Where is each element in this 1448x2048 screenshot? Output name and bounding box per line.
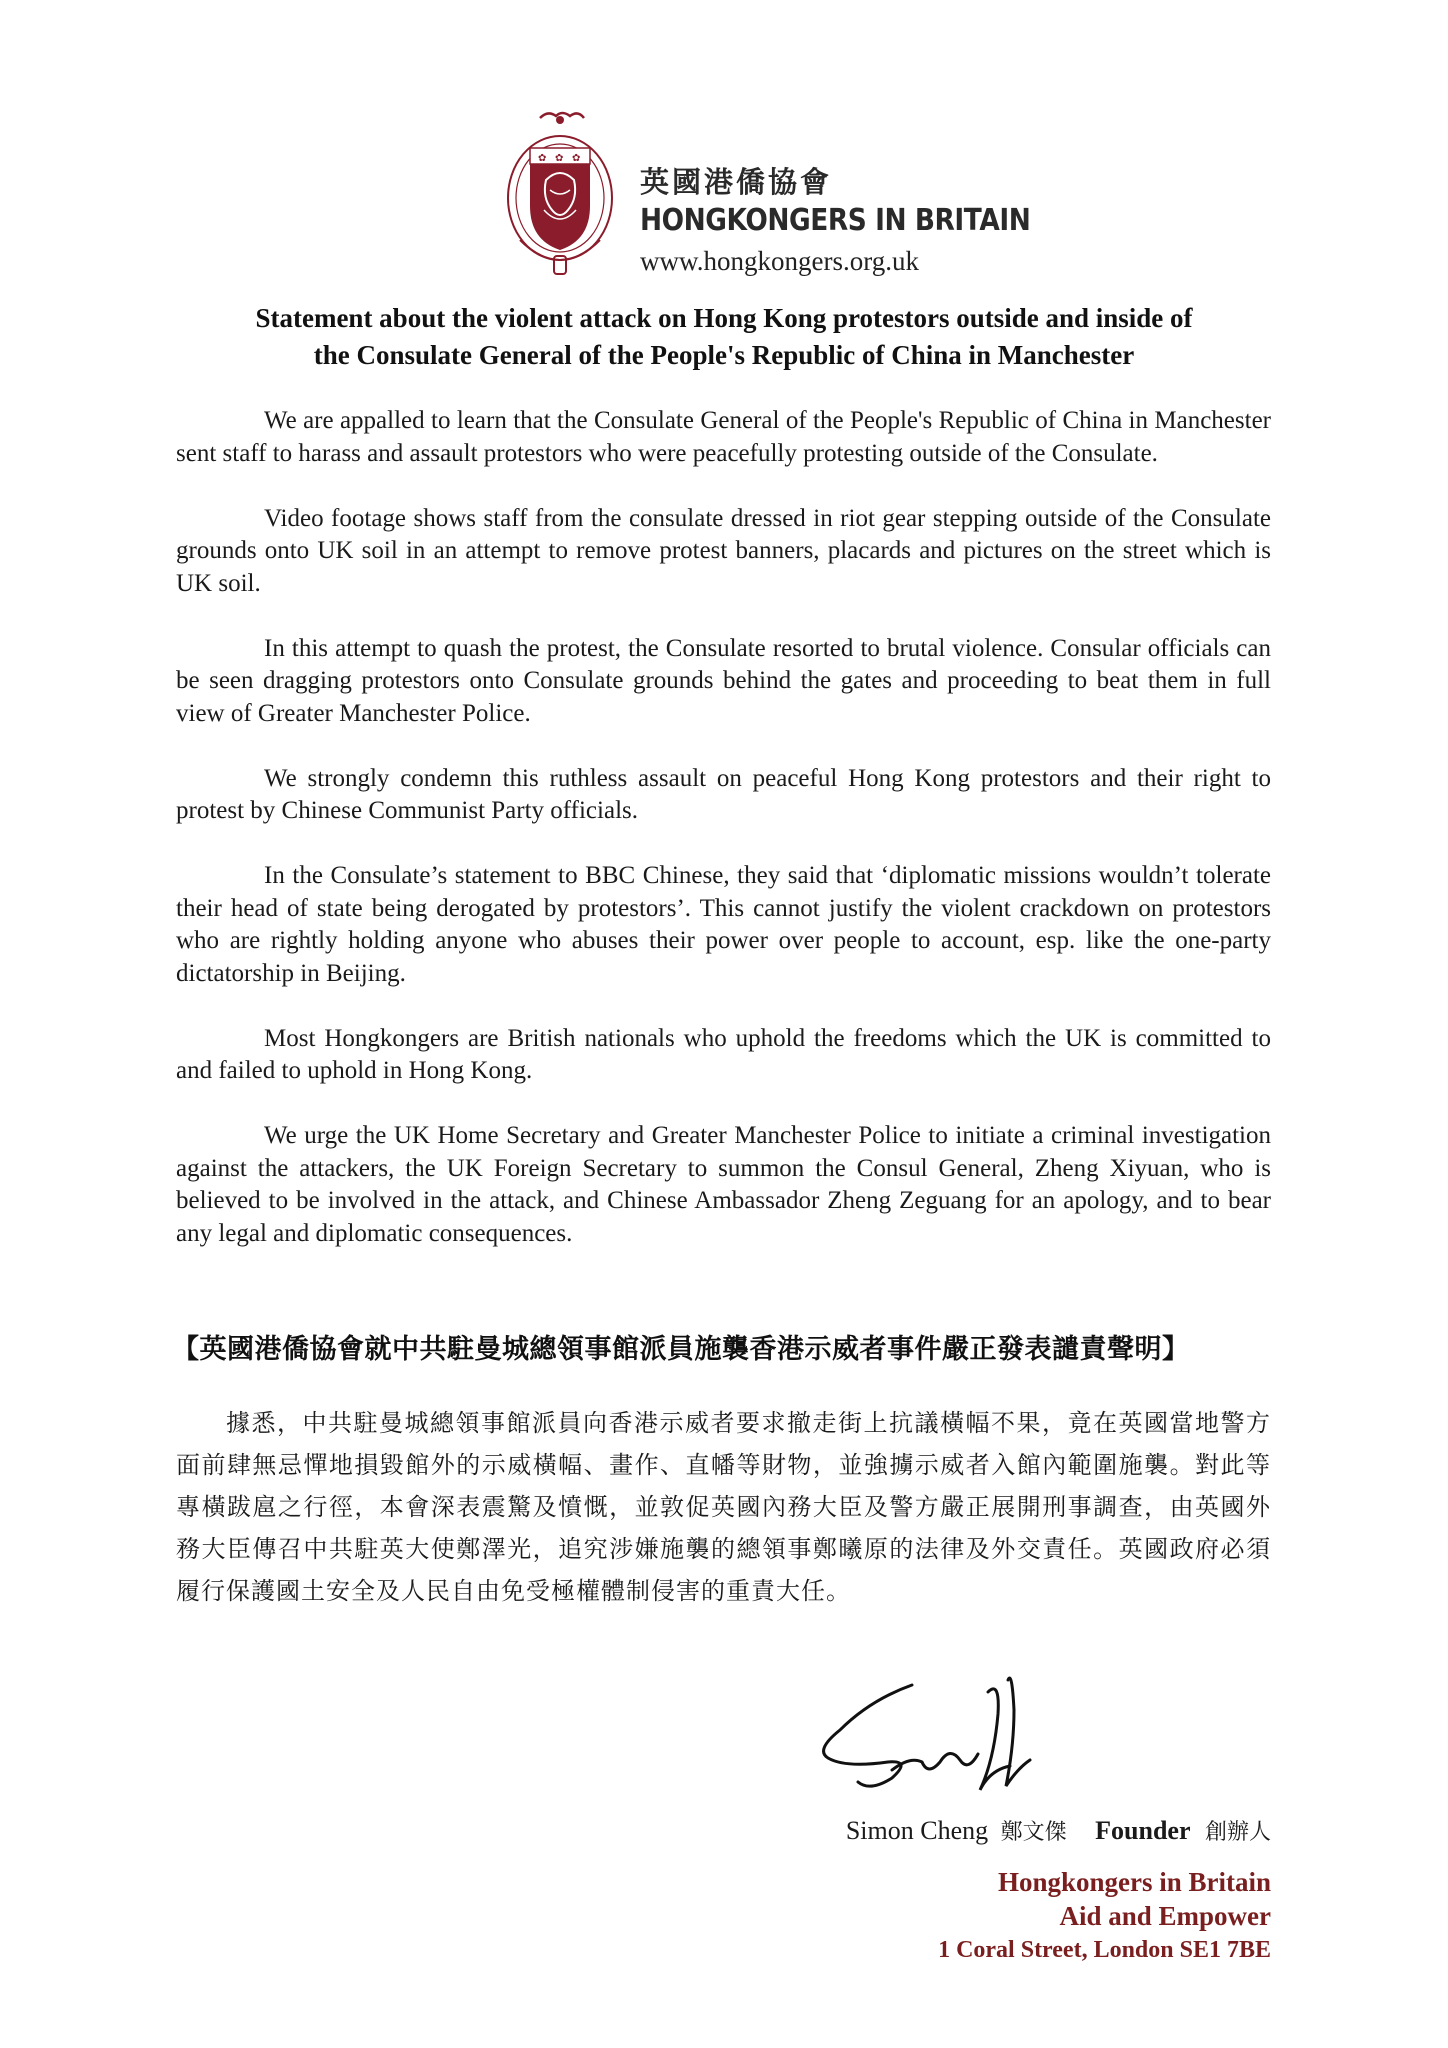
title-line-2: the Consulate General of the People's Republic of China in Manchester (313, 340, 1135, 370)
paragraph-5: In the Consulate’s statement to BBC Chinese, they said that ‘diplomatic missions wouldn’t tolerate their head of state being derogated by protestors’. This cannot justify the violent crackdown on protestors who are rightly holding anyone who abuses their power over people to account, esp. like the one-party dictatorship in Beijing. (176, 862, 1271, 987)
signer-name-chinese: 鄭文傑 (1000, 1820, 1067, 1845)
signer-role-english: Founder (1095, 1816, 1191, 1845)
signer-role-chinese: 創辦人 (1204, 1820, 1271, 1845)
paragraph-6: Most Hongkongers are British nationals who uphold the freedoms which the UK is committed to and failed to uphold in Hong Kong. (176, 1024, 1271, 1084)
svg-text:✿: ✿ (555, 153, 564, 164)
chinese-title: 【英國港僑協會就中共駐曼城總領事館派員施襲香港示威者事件嚴正發表譴責聲明】 (172, 1334, 1190, 1365)
paragraph-7: We urge the UK Home Secretary and Greater Manchester Police to initiate a criminal investigation against the attackers, the UK Foreign Secretary to summon the Consul General, Zheng Xiyuan, who is believed to be involved in the attack, and Chinese Ambassador Zheng Zeguang for an apology, and to bear any legal and diplomatic consequences. (176, 1122, 1271, 1247)
paragraph-1: We are appalled to learn that the Consulate General of the People's Republic of China in Manchester sent staff to harass and assault protestors who were peacefully protesting outside of the Consulate. (176, 407, 1271, 467)
signer-name-english: Simon Cheng (845, 1816, 989, 1845)
signer-line (846, 1815, 1271, 1846)
svg-text:✿: ✿ (572, 153, 581, 164)
paragraph-2: Video footage shows staff from the consulate dressed in riot gear stepping outside of the Consulate grounds onto UK soil in an attempt to remove protest banners, placards and pictures on the street which is UK soil. (176, 504, 1271, 597)
website-link[interactable]: www.hongkongers.org.uk (640, 246, 919, 276)
svg-text:✿: ✿ (538, 153, 547, 164)
statement-title (150, 300, 1298, 374)
signature-icon (800, 1650, 1130, 1800)
paragraph-4: We strongly condemn this ruthless assault on peaceful Hong Kong protestors and their right to protest by Chinese Communist Party officials. (176, 764, 1271, 824)
address-org: Hongkongers in Britain (997, 1867, 1271, 1897)
title-line-1: Statement about the violent attack on Hong Kong protestors outside and inside of (255, 303, 1193, 333)
english-body (176, 405, 1271, 1283)
paragraph-3: In this attempt to quash the protest, the Consulate resorted to brutal violence. Consular officials can be seen dragging protestors onto Consulate grounds behind the gates and proceeding to beat them in full view of Greater Manchester Police. (176, 634, 1271, 727)
org-name-english: HONGKONGERS IN BRITAIN (640, 203, 1031, 238)
address-block (938, 1865, 1271, 1967)
letterhead (500, 110, 1031, 280)
address-tagline: Aid and Empower (1059, 1901, 1271, 1931)
chinese-body: 據悉，中共駐曼城總領事館派員向香港示威者要求撤走街上抗議橫幅不果，竟在英國當地警方面前肆無忌憚地損毀館外的示威橫幅、畫作、直幡等財物，並強擄示威者入館內範圍施襲。對此等專橫跋扈之行徑，本會深表震驚及憤慨，並敦促英國內務大臣及警方嚴正展開刑事調查，由英國外務大臣傳召中共駐英大使鄭澤光，追究涉嫌施襲的總領事鄭曦原的法律及外交責任。英國政府必須履行保護國土安全及人民自由免受極權體制侵害的重責大任。 (176, 1409, 1271, 1605)
seal-logo-icon (500, 110, 620, 280)
address-street: 1 Coral Street, London SE1 7BE (938, 1937, 1271, 1963)
org-name-chinese: 英國港僑協會 (640, 165, 833, 199)
